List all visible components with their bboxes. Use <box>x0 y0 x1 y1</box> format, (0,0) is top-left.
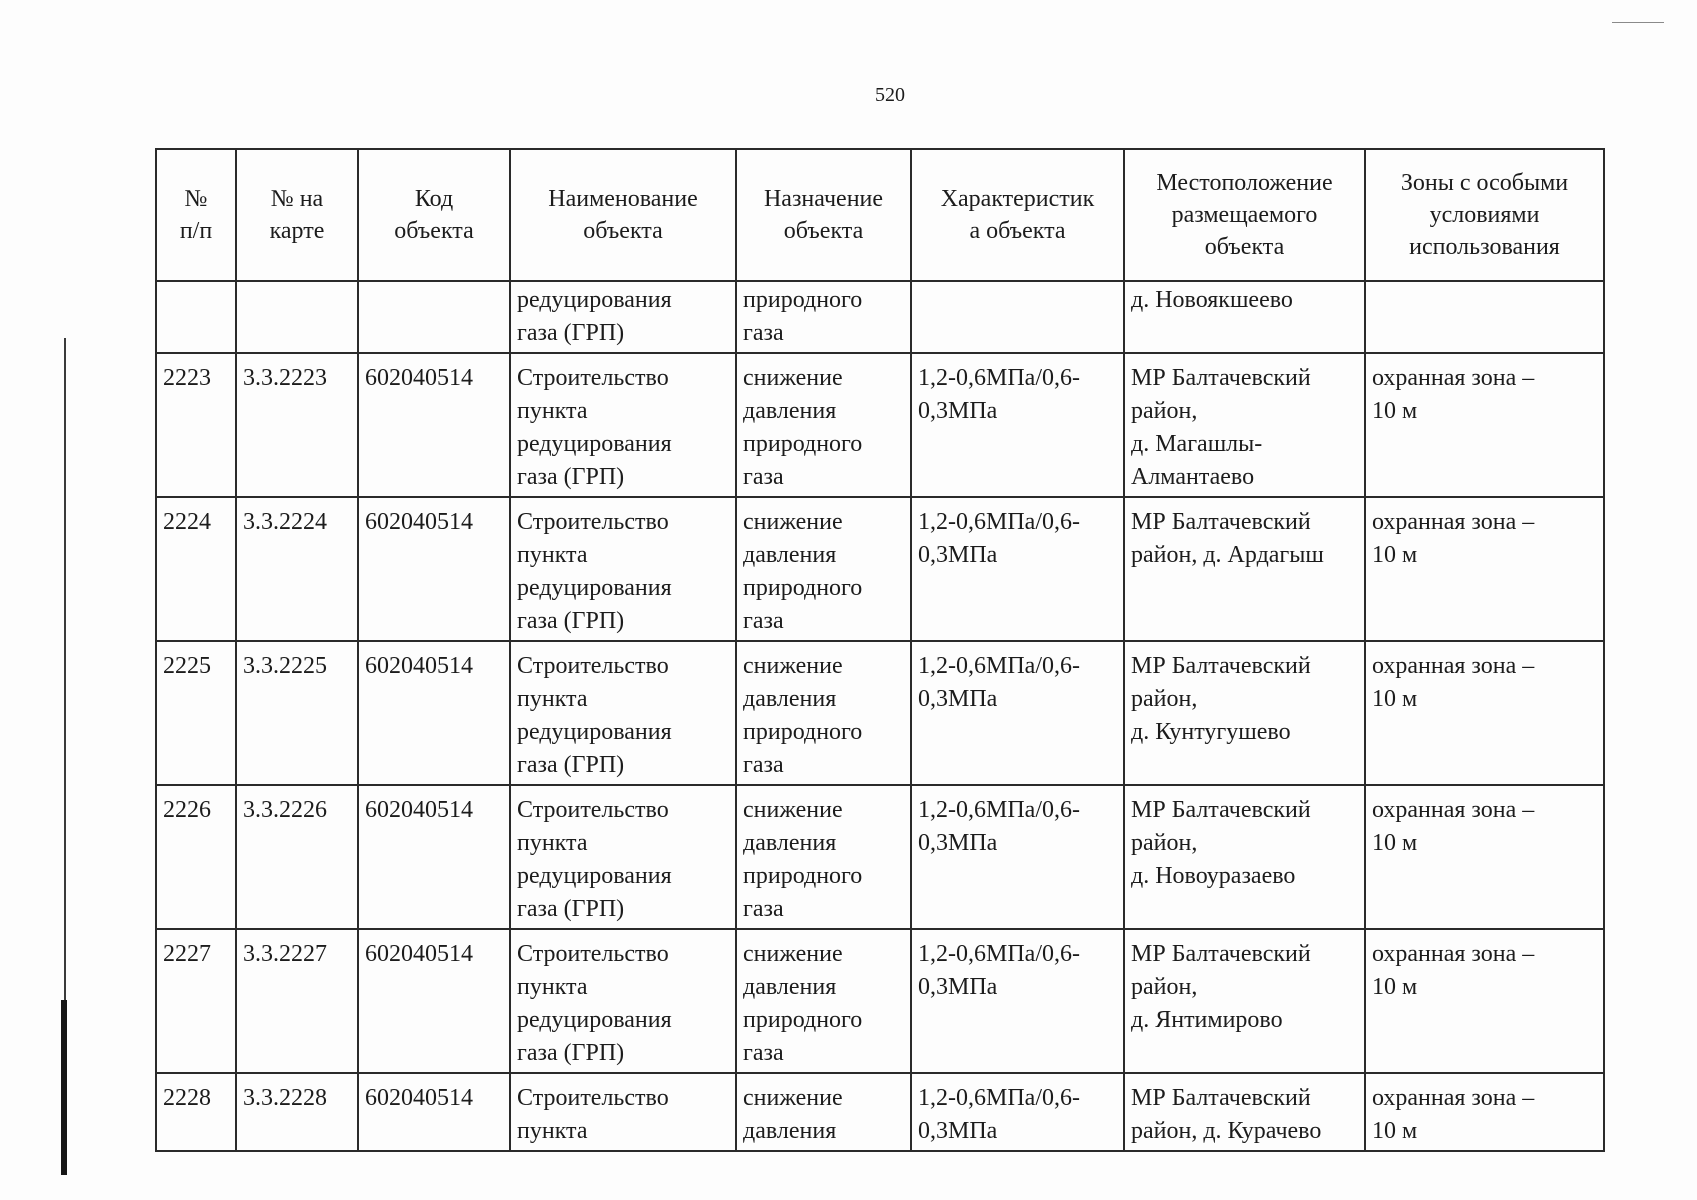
cell-object-name: Строительство пункта редуцирования газа (ГРП) <box>510 497 736 641</box>
cell-map-number: 3.3.2224 <box>236 497 358 641</box>
cell-object-location: МР Балтачевский район, д. Магашлы- Алмантаево <box>1124 353 1365 497</box>
cell-row-number: 2224 <box>156 497 236 641</box>
cell-object-location: МР Балтачевский район, д. Кунтугушево <box>1124 641 1365 785</box>
cell-object-purpose: снижение давления природного газа <box>736 497 911 641</box>
header-object-purpose: Назначение объекта <box>736 149 911 281</box>
cell-object-location: МР Балтачевский район, д. Новоуразаево <box>1124 785 1365 929</box>
header-object-location: Местоположение размещаемого объекта <box>1124 149 1365 281</box>
cell-object-name: Строительство пункта редуцирования газа (ГРП) <box>510 929 736 1073</box>
cell-object-name: редуцирования газа (ГРП) <box>510 281 736 353</box>
cell-special-zones: охранная зона – 10 м <box>1365 929 1604 1073</box>
cell-map-number: 3.3.2225 <box>236 641 358 785</box>
objects-table <box>155 148 1605 1152</box>
cell-object-characteristic: 1,2-0,6МПа/0,6- 0,3МПа <box>911 497 1124 641</box>
cell-special-zones: охранная зона – 10 м <box>1365 353 1604 497</box>
cell-object-code: 602040514 <box>358 929 510 1073</box>
header-row-number: № п/п <box>156 149 236 281</box>
cell-special-zones <box>1365 281 1604 353</box>
table-row <box>156 1073 1604 1151</box>
cell-object-characteristic: 1,2-0,6МПа/0,6- 0,3МПа <box>911 353 1124 497</box>
header-object-code: Код объекта <box>358 149 510 281</box>
cell-object-purpose: снижение давления природного газа <box>736 785 911 929</box>
cell-object-name: Строительство пункта редуцирования газа (ГРП) <box>510 641 736 785</box>
cell-object-name: Строительство пункта редуцирования газа (ГРП) <box>510 353 736 497</box>
cell-row-number: 2225 <box>156 641 236 785</box>
cell-special-zones: охранная зона – 10 м <box>1365 497 1604 641</box>
cell-object-name: Строительство пункта <box>510 1073 736 1151</box>
cell-object-code <box>358 281 510 353</box>
cell-map-number <box>236 281 358 353</box>
cell-map-number: 3.3.2227 <box>236 929 358 1073</box>
cell-map-number: 3.3.2226 <box>236 785 358 929</box>
cell-object-location: д. Новоякшеево <box>1124 281 1365 353</box>
scan-artifact-rule <box>1612 22 1664 23</box>
cell-object-code: 602040514 <box>358 1073 510 1151</box>
cell-object-code: 602040514 <box>358 353 510 497</box>
header-map-number: № на карте <box>236 149 358 281</box>
cell-object-characteristic: 1,2-0,6МПа/0,6- 0,3МПа <box>911 929 1124 1073</box>
cell-object-purpose: снижение давления природного газа <box>736 641 911 785</box>
cell-object-characteristic: 1,2-0,6МПа/0,6- 0,3МПа <box>911 641 1124 785</box>
cell-special-zones: охранная зона – 10 м <box>1365 641 1604 785</box>
cell-object-characteristic: 1,2-0,6МПа/0,6- 0,3МПа <box>911 1073 1124 1151</box>
cell-row-number: 2227 <box>156 929 236 1073</box>
cell-object-code: 602040514 <box>358 641 510 785</box>
cell-special-zones: охранная зона – 10 м <box>1365 785 1604 929</box>
cell-row-number: 2228 <box>156 1073 236 1151</box>
cell-object-purpose: снижение давления <box>736 1073 911 1151</box>
cell-object-name: Строительство пункта редуцирования газа (ГРП) <box>510 785 736 929</box>
cell-object-code: 602040514 <box>358 497 510 641</box>
table-row <box>156 929 1604 1073</box>
cell-object-location: МР Балтачевский район, д. Ардагыш <box>1124 497 1365 641</box>
table-row <box>156 353 1604 497</box>
cell-special-zones: охранная зона – 10 м <box>1365 1073 1604 1151</box>
header-object-characteristic: Характеристик а объекта <box>911 149 1124 281</box>
cell-object-location: МР Балтачевский район, д. Курачево <box>1124 1073 1365 1151</box>
cell-row-number: 2226 <box>156 785 236 929</box>
cell-object-characteristic: 1,2-0,6МПа/0,6- 0,3МПа <box>911 785 1124 929</box>
binding-edge-line <box>64 338 66 1000</box>
table-header-row <box>156 149 1604 281</box>
cell-object-purpose: снижение давления природного газа <box>736 929 911 1073</box>
cell-object-characteristic <box>911 281 1124 353</box>
cell-map-number: 3.3.2228 <box>236 1073 358 1151</box>
cell-object-purpose: снижение давления природного газа <box>736 353 911 497</box>
table-row <box>156 497 1604 641</box>
page-number: 520 <box>875 84 905 106</box>
binding-edge-mark <box>61 1000 67 1175</box>
cell-map-number: 3.3.2223 <box>236 353 358 497</box>
table-row <box>156 785 1604 929</box>
header-special-zones: Зоны с особыми условиями использования <box>1365 149 1604 281</box>
cell-row-number <box>156 281 236 353</box>
cell-row-number: 2223 <box>156 353 236 497</box>
header-object-name: Наименование объекта <box>510 149 736 281</box>
cell-object-location: МР Балтачевский район, д. Янтимирово <box>1124 929 1365 1073</box>
table-row <box>156 641 1604 785</box>
cell-object-purpose: природного газа <box>736 281 911 353</box>
table-row <box>156 281 1604 353</box>
cell-object-code: 602040514 <box>358 785 510 929</box>
